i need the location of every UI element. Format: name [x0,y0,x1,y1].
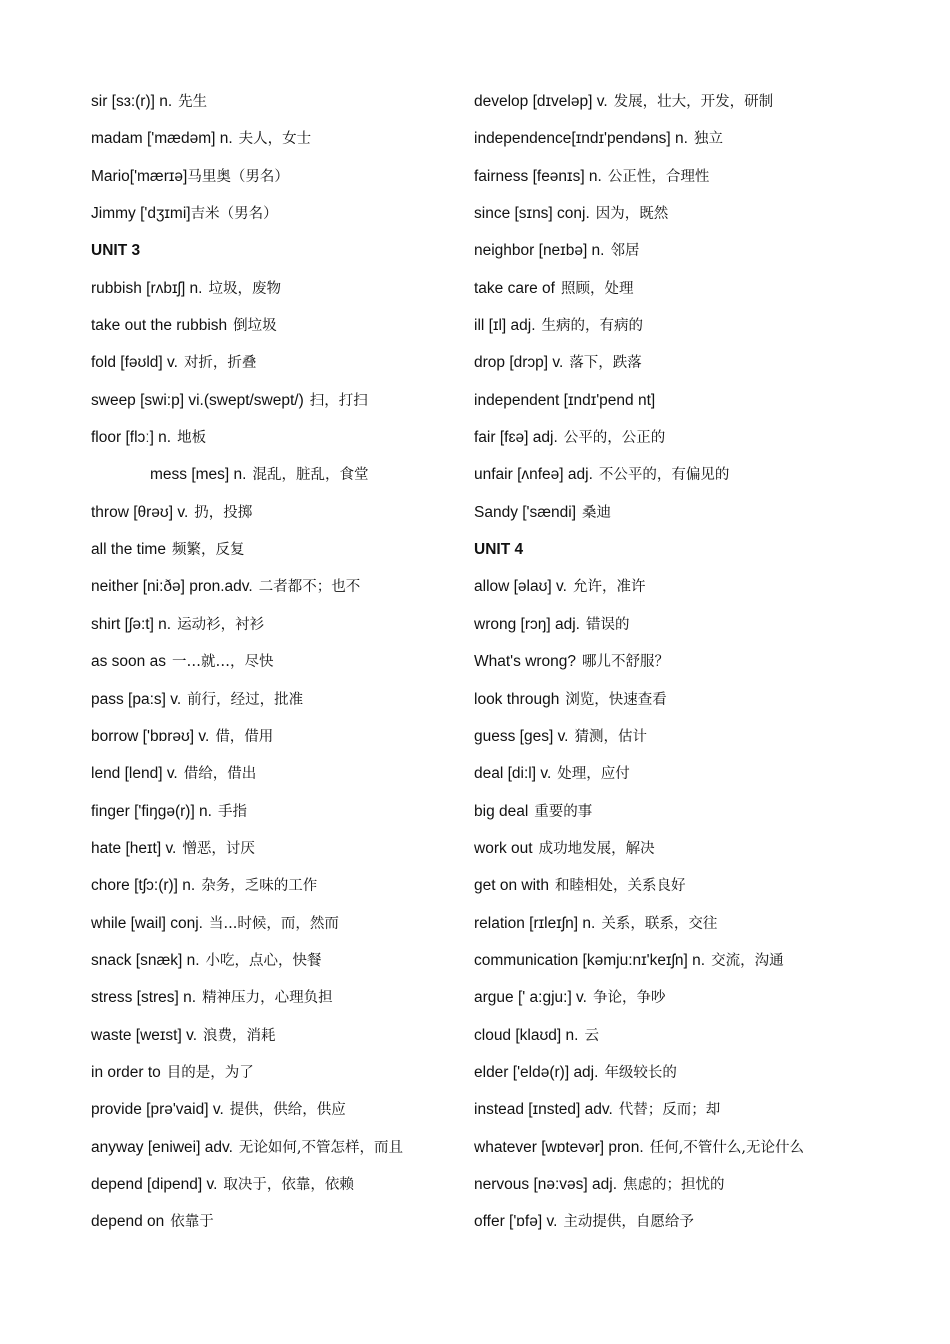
entry-term: lend [lend] v. [91,765,178,783]
vocabulary-entry [474,568,914,605]
vocabulary-entry [91,718,511,755]
vocabulary-entry [91,568,511,605]
vocabulary-entry [474,979,914,1016]
vocabulary-entry [91,1054,511,1091]
vocabulary-entry [91,681,511,718]
vocabulary-entry [474,195,914,232]
entry-translation: 焦虑的；担忧的 [623,1176,725,1193]
vocabulary-entry [474,793,914,830]
vocabulary-entry [91,344,511,381]
vocabulary-entry [474,606,914,643]
entry-term: provide [prə'vaid] v. [91,1101,224,1119]
entry-term: independence[ɪndɪ'pendəns] n. [474,130,688,148]
vocabulary-entry [91,830,511,867]
entry-translation: 照顾，处理 [561,280,634,297]
entry-translation: 桑迪 [582,504,612,521]
entry-translation: 扔，投掷 [194,504,253,521]
entry-translation: 猜测，估计 [574,728,647,745]
entry-term: fold [fəʊld] v. [91,354,178,372]
entry-translation: 地板 [177,430,207,447]
entry-translation: 错误的 [585,616,630,633]
unit-heading: UNIT 4 [474,541,524,559]
entry-translation: 年级较长的 [604,1064,677,1081]
entry-translation: 先生 [178,94,208,110]
vocabulary-entry [91,531,511,568]
entry-translation: 浪费，消耗 [203,1027,276,1044]
vocabulary-entry [91,158,511,195]
entry-term: depend on [91,1213,165,1231]
entry-translation: 精神压力，心理负担 [202,990,333,1007]
vocabulary-entry [91,905,511,942]
entry-translation: 取决于，依靠，依赖 [223,1176,354,1193]
entry-term: work out [474,839,533,857]
entry-term: What's wrong? [474,653,577,671]
vocabulary-entry [474,307,914,344]
entry-term: get on with [474,877,549,895]
vocabulary-entry [91,793,511,830]
entry-translation: 前行，经过，批准 [187,691,304,708]
vocabulary-entry [91,1129,511,1166]
vocabulary-entry [91,83,511,120]
entry-term: floor [flɔː] n. [91,429,172,447]
entry-translation: 邻居 [610,243,640,260]
entry-translation: 浏览，快速查看 [565,691,667,708]
entry-term: sir [sɜ:(r)] n. [91,93,173,110]
entry-term: relation [rɪleɪʃn] n. [474,914,596,932]
entry-term: allow [əlaʊ] v. [474,578,567,596]
entry-translation: 主动提供，自愿给予 [563,1214,694,1231]
entry-term: ill [ɪl] adj. [474,317,536,335]
entry-translation: 因为，既然 [595,206,669,223]
vocabulary-entry [91,1091,511,1128]
vocabulary-entry [474,718,914,755]
entry-translation: 交流，沟通 [711,952,784,969]
entry-translation: 落下，跌落 [569,355,642,372]
entry-term: since [sɪns] conj. [474,205,590,223]
entry-translation: 当...时候，而，然而 [209,915,339,932]
vocabulary-entry [474,232,914,269]
entry-translation: 吉米（男名） [190,206,278,223]
entry-translation: 处理，应付 [557,766,630,783]
vocabulary-entry [474,755,914,792]
entry-translation: 杂务，乏味的工作 [201,878,318,895]
vocabulary-entry [91,942,511,979]
entry-term: offer ['ɒfə] v. [474,1213,558,1231]
entry-term: communication [kəmju:nɪ'keɪʃn] n. [474,951,706,969]
entry-term: pass [pa:s] v. [91,690,182,708]
entry-term: sweep [swi:p] vi.(swept/swept/) [91,391,304,409]
entry-translation: 夫人，女士 [238,131,312,148]
entry-term: look through [474,690,560,708]
vocabulary-entry [91,494,511,531]
entry-translation: 运动衫，衬衫 [177,616,265,633]
vocabulary-entry [91,382,511,419]
entry-translation: 和睦相处，关系良好 [554,878,686,895]
vocabulary-entry [474,830,914,867]
entry-term: whatever [wɒtevər] pron. [474,1138,644,1156]
right-vocabulary-column [474,83,914,1241]
vocabulary-entry [474,905,914,942]
entry-translation: 允许，准许 [572,579,646,596]
entry-term: mess [mes] n. [150,466,247,484]
entry-term: argue [' a:gju:] v. [474,989,587,1007]
vocabulary-entry [474,270,914,307]
entry-translation: 不公平的，有偏见的 [598,467,730,484]
entry-term: as soon as [91,653,166,671]
vocabulary-entry [91,270,511,307]
entry-translation: 公平的，公正的 [563,430,666,447]
entry-translation: 公正性，合理性 [607,168,710,185]
vocabulary-entry [91,643,511,680]
entry-translation: 目的是，为了 [166,1064,254,1081]
entry-translation: 一…就…，尽快 [171,654,274,671]
entry-translation: 垃圾，废物 [208,280,281,297]
entry-term: shirt [ʃə:t] n. [91,615,172,633]
entry-term: snack [snæk] n. [91,951,200,969]
entry-term: instead [ɪnsted] adv. [474,1101,613,1119]
vocabulary-entry [91,120,511,157]
entry-term: chore [tʃɔ:(r)] n. [91,877,196,895]
vocabulary-entry [474,1017,914,1054]
vocabulary-entry [91,755,511,792]
vocabulary-entry [91,1166,511,1203]
vocabulary-entry [474,681,914,718]
vocabulary-entry [474,120,914,157]
entry-term: Jimmy ['dʒɪmi] [91,205,191,223]
entry-translation: 扫，打扫 [309,392,368,409]
entry-translation: 发展，壮大，开发，研制 [613,94,774,110]
entry-term: take care of [474,279,555,297]
entry-term: hate [heɪt] v. [91,839,177,857]
entry-term: while [wail] conj. [91,914,203,932]
entry-translation: 关系，联系，交往 [601,915,718,932]
entry-term: deal [di:l] v. [474,765,552,783]
entry-term: elder ['eldə(r)] adj. [474,1063,599,1081]
entry-translation: 借，借用 [215,728,274,745]
entry-term: wrong [rɔŋ] adj. [474,615,580,633]
entry-translation: 二者都不；也不 [258,579,361,596]
vocabulary-entry [474,83,914,120]
entry-translation: 混乱，脏乱，食堂 [252,467,369,484]
entry-translation: 借给，借出 [183,766,257,783]
vocabulary-entry [474,456,914,493]
entry-term: Sandy ['sændi] [474,503,577,521]
vocabulary-entry [91,606,511,643]
unit-heading: UNIT 3 [91,242,141,260]
entry-translation: 倒垃圾 [233,318,277,335]
entry-term: waste [weɪst] v. [91,1026,198,1044]
vocabulary-entry [91,1017,511,1054]
vocabulary-entry [474,382,914,419]
entry-term: depend [dipend] v. [91,1175,218,1193]
entry-term: fair [fɛə] adj. [474,429,558,447]
vocabulary-entry [474,1166,914,1203]
entry-term: develop [dɪveləp] v. [474,93,608,110]
vocabulary-entry [91,195,511,232]
vocabulary-entry [91,419,511,456]
entry-term: throw [θrəʊ] v. [91,503,189,521]
entry-translation: 频繁，反复 [171,542,245,559]
entry-translation: 生病的，有病的 [541,318,644,335]
entry-term: in order to [91,1063,161,1081]
vocabulary-entry [91,1203,511,1240]
vocabulary-entry [474,942,914,979]
vocabulary-entry [474,1091,914,1128]
entry-term: drop [drɔp] v. [474,354,564,372]
vocabulary-entry [474,1129,914,1166]
entry-translation: 代替；反而；却 [618,1102,721,1119]
entry-translation: 重要的事 [534,803,593,820]
vocabulary-entry [474,344,914,381]
entry-translation: 提供，供给，供应 [229,1102,346,1119]
left-vocabulary-column [91,83,511,1241]
entry-translation: 争论，争吵 [592,990,666,1007]
entry-term: rubbish [rʌbɪʃ] n. [91,279,203,297]
entry-term: big deal [474,802,529,820]
entry-translation: 憎恶，讨厌 [182,840,255,857]
entry-term: take out the rubbish [91,317,228,335]
entry-translation: 对折，折叠 [183,355,257,372]
entry-translation: 任何,不管什么,无论什么 [649,1139,804,1156]
entry-term: all the time [91,541,166,559]
entry-translation: 成功地发展，解决 [538,840,655,857]
entry-term: neighbor [neɪbə] n. [474,242,605,260]
entry-term: neither [ni:ðə] pron.adv. [91,578,253,596]
entry-translation: 哪儿不舒服？ [582,654,670,671]
entry-term: stress [stres] n. [91,989,197,1007]
entry-translation: 小吃，点心，快餐 [205,952,322,969]
vocabulary-entry [91,307,511,344]
entry-term: Mario['mærɪə] [91,167,188,185]
entry-translation: 无论如何,不管怎样，而且 [238,1139,403,1156]
vocabulary-entry [474,1203,914,1240]
entry-term: anyway [eniwei] adv. [91,1138,233,1156]
entry-term: unfair [ʌnfeə] adj. [474,466,593,484]
vocabulary-entry [474,494,914,531]
entry-translation: 云 [584,1027,599,1044]
entry-translation: 手指 [217,803,247,820]
entry-term: cloud [klaʊd] n. [474,1026,579,1044]
vocabulary-entry [91,979,511,1016]
entry-translation: 独立 [693,131,723,148]
vocabulary-entry [91,456,511,493]
vocabulary-entry [474,158,914,195]
vocabulary-entry [474,1054,914,1091]
entry-term: independent [ɪndɪ'pend nt] [474,391,656,409]
entry-term: borrow ['bɒrəʊ] v. [91,727,210,745]
vocabulary-entry [474,643,914,680]
vocabulary-entry [91,867,511,904]
entry-translation: 依靠于 [170,1214,214,1231]
entry-term: madam ['mædəm] n. [91,130,233,148]
vocabulary-entry [474,867,914,904]
entry-term: finger ['fiŋgə(r)] n. [91,802,212,820]
entry-term: guess [ges] v. [474,727,569,745]
entry-translation: 马里奥（男名） [187,168,289,185]
entry-term: fairness [feənɪs] n. [474,167,602,185]
entry-term: nervous [nə:vəs] adj. [474,1175,618,1193]
vocabulary-entry [474,419,914,456]
